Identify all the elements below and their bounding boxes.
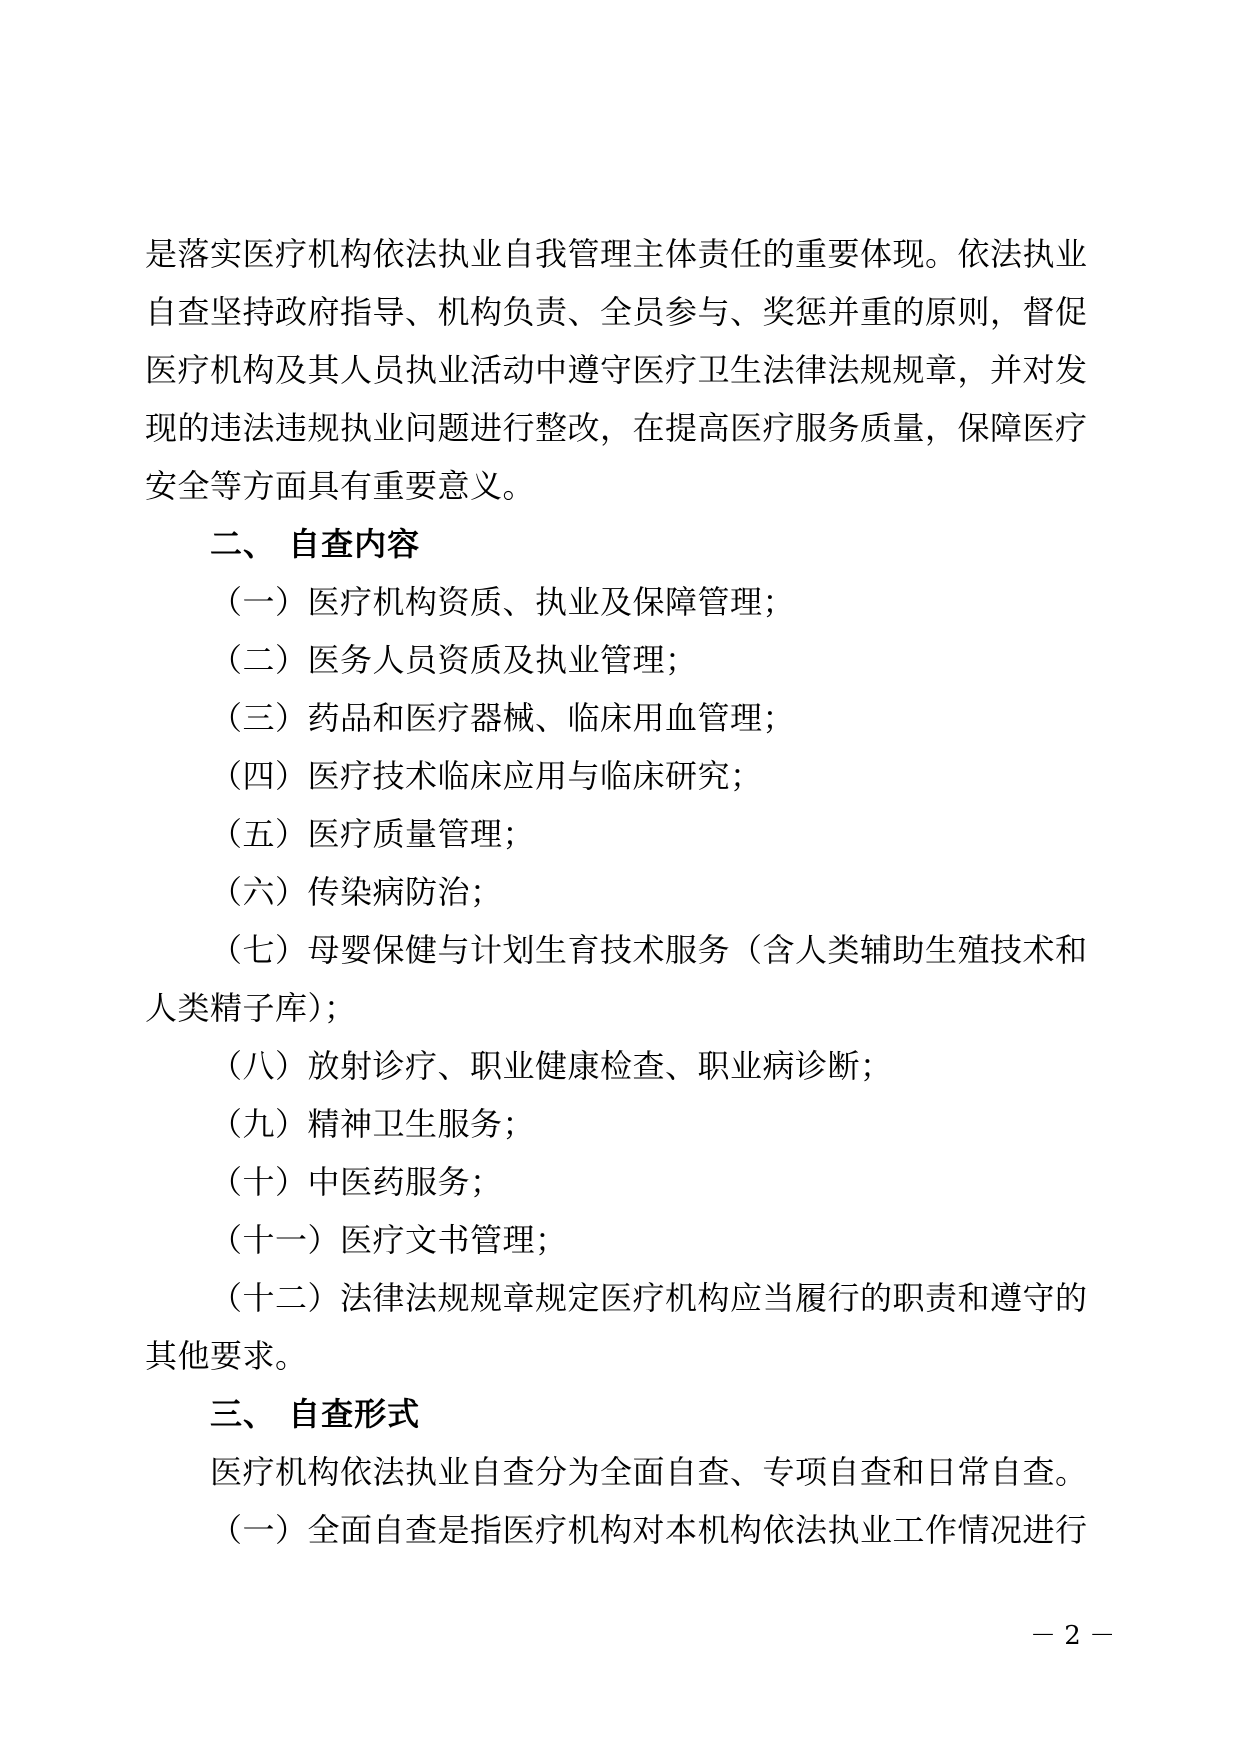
list-item: （八）放射诊疗、职业健康检查、职业病诊断；: [210, 1047, 893, 1085]
body-text-line: 安全等方面具有重要意义。: [145, 467, 536, 505]
body-text-line: 医疗机构依法执业自查分为全面自查、专项自查和日常自查。: [210, 1453, 1088, 1491]
body-text-line: （一）全面自查是指医疗机构对本机构依法执业工作情况进行: [210, 1511, 1088, 1549]
list-item: （一）医疗机构资质、执业及保障管理；: [210, 583, 796, 621]
list-item: （二）医务人员资质及执业管理；: [210, 641, 698, 679]
list-item: （四）医疗技术临床应用与临床研究；: [210, 757, 763, 795]
body-text-line: 现的违法违规执业问题进行整改，在提高医疗服务质量，保障医疗: [145, 409, 1088, 447]
list-item-continuation: 人类精子库）；: [145, 989, 357, 1027]
list-item: （十一）医疗文书管理；: [210, 1221, 568, 1259]
list-item: （六）传染病防治；: [210, 873, 503, 911]
section-heading-content: 二、 自查内容: [210, 525, 421, 563]
list-item: （五）医疗质量管理；: [210, 815, 536, 853]
list-item: （十）中医药服务；: [210, 1163, 503, 1201]
body-text-line: 自查坚持政府指导、机构负责、全员参与、奖惩并重的原则，督促: [145, 293, 1088, 331]
body-text-line: 是落实医疗机构依法执业自我管理主体责任的重要体现。依法执业: [145, 235, 1088, 273]
list-item: （九）精神卫生服务；: [210, 1105, 536, 1143]
section-heading-form: 三、 自查形式: [210, 1395, 421, 1433]
list-item: （十二）法律法规规章规定医疗机构应当履行的职责和遵守的: [210, 1279, 1088, 1317]
page-number: － 2 －: [1030, 1621, 1116, 1651]
list-item: （三）药品和医疗器械、临床用血管理；: [210, 699, 796, 737]
list-item-continuation: 其他要求。: [145, 1337, 308, 1375]
list-item: （七）母婴保健与计划生育技术服务（含人类辅助生殖技术和: [210, 931, 1088, 969]
body-text-line: 医疗机构及其人员执业活动中遵守医疗卫生法律法规规章，并对发: [145, 351, 1088, 389]
